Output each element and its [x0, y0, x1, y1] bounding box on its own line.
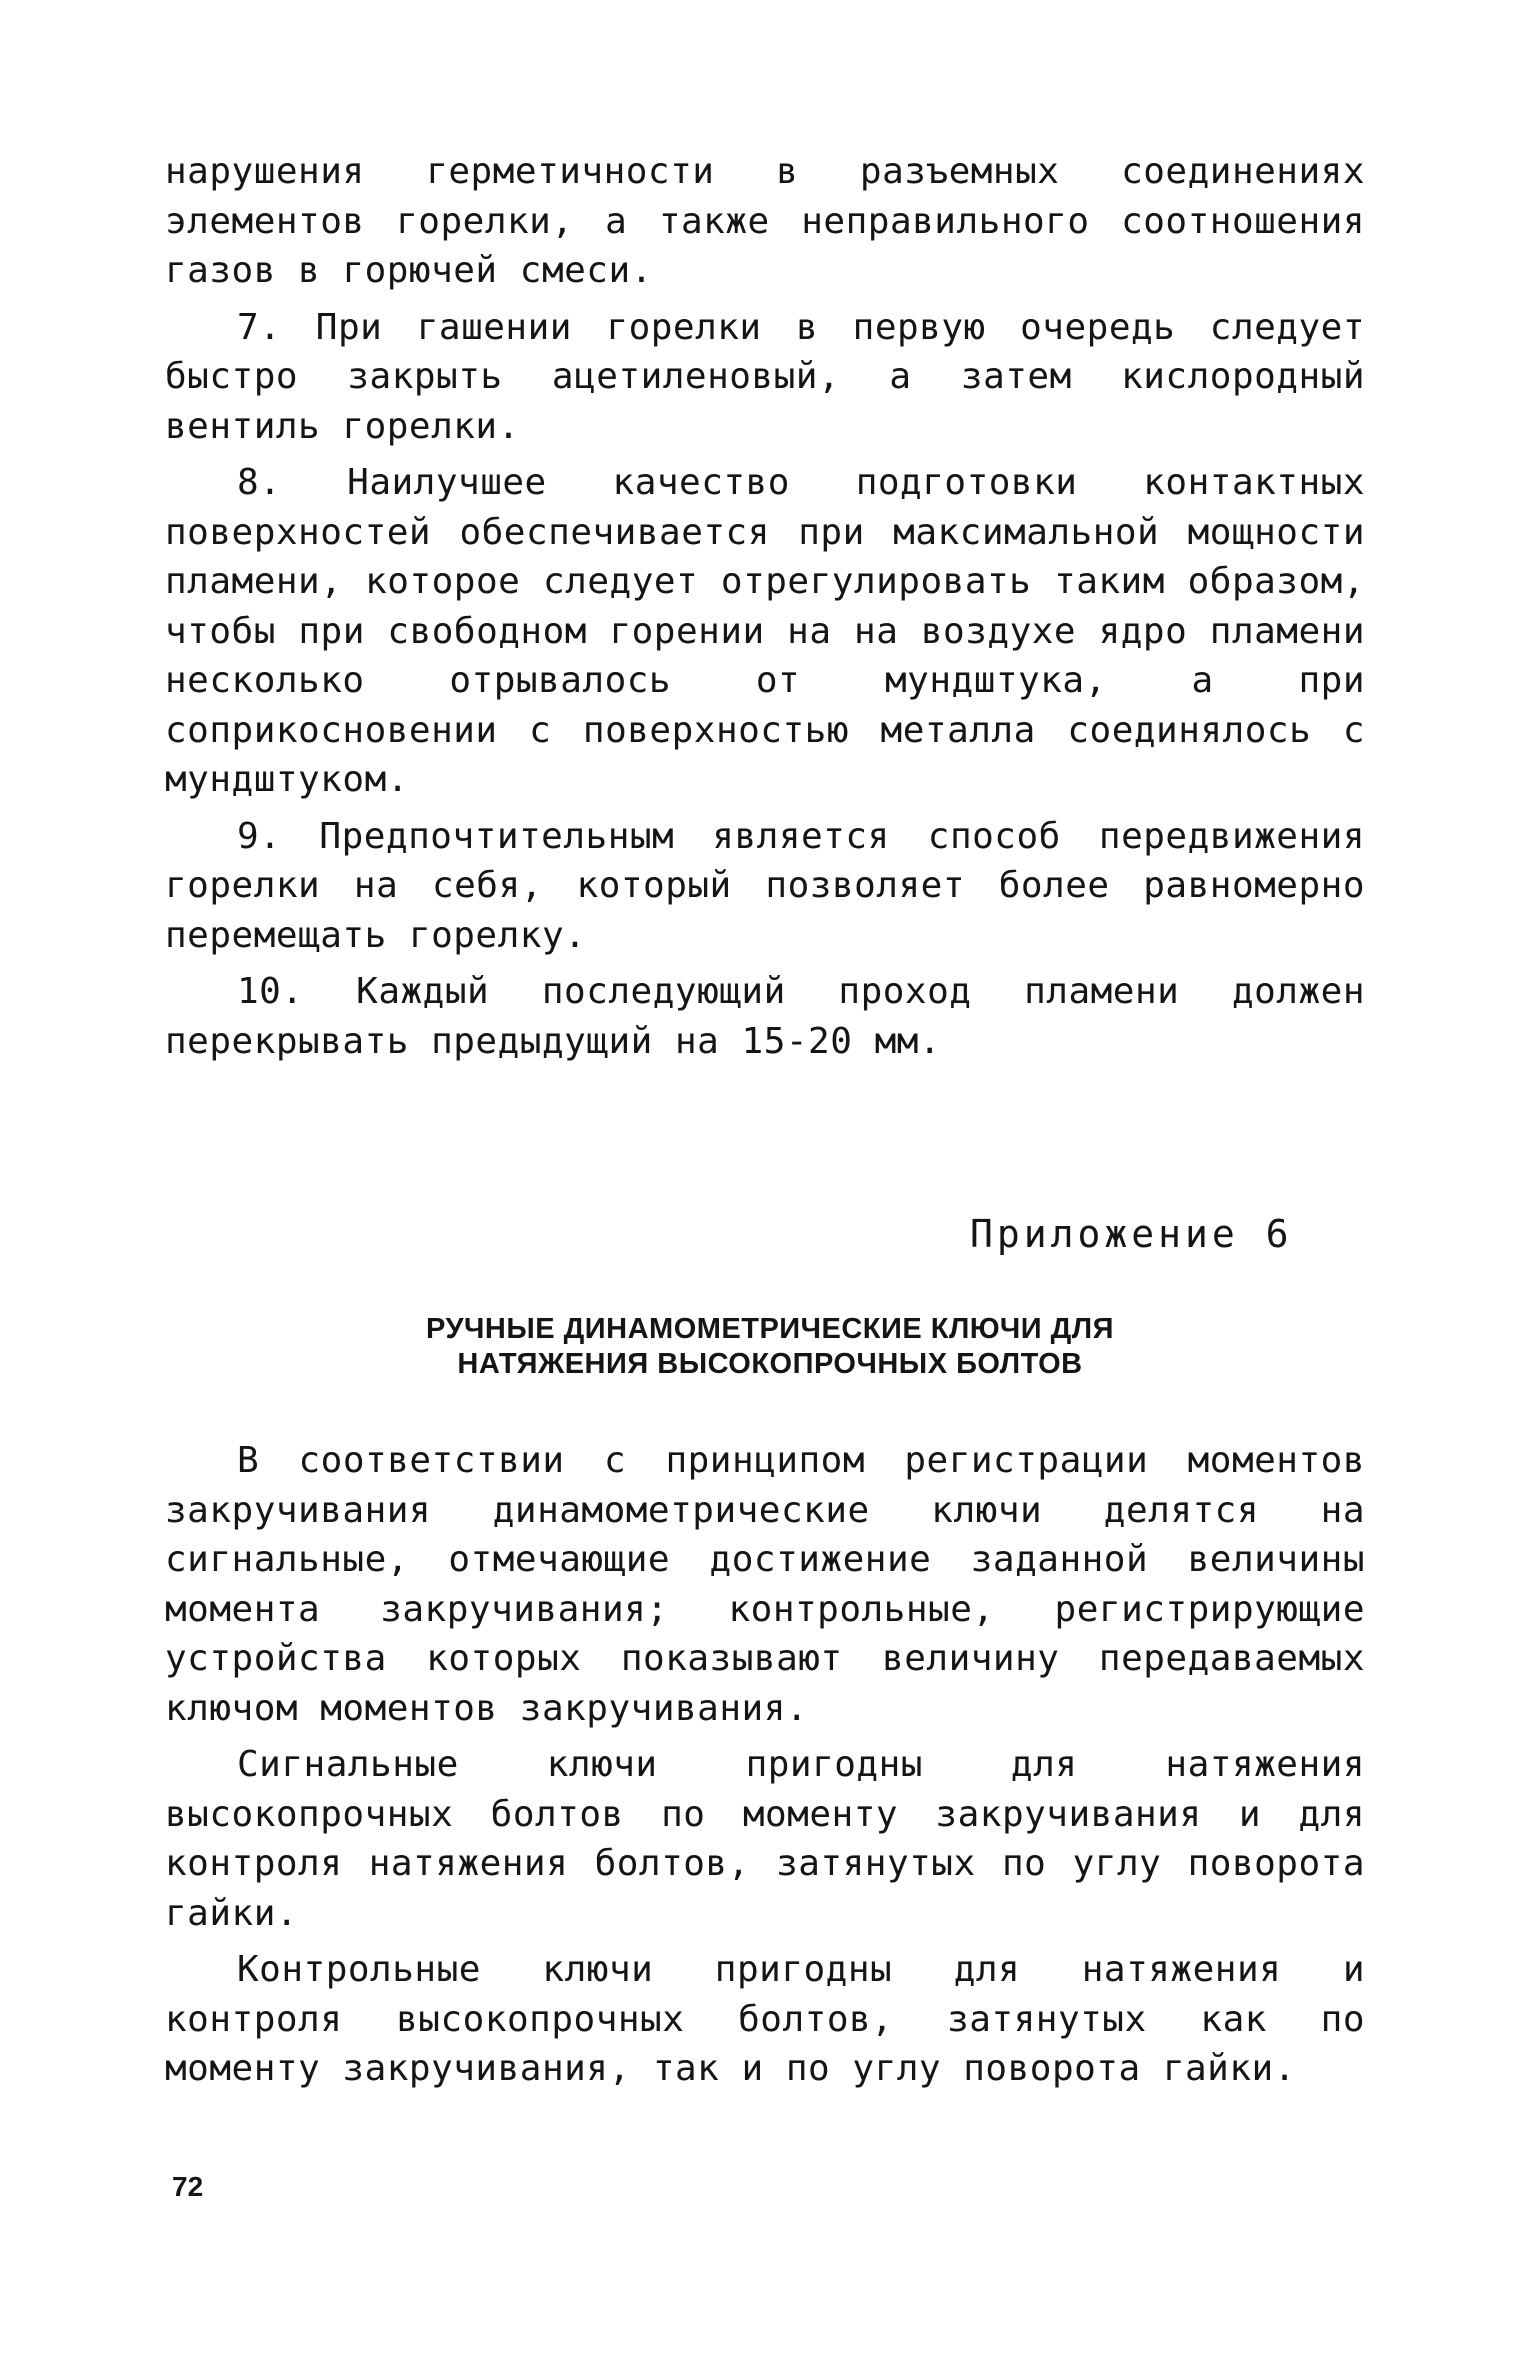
paragraph-signal-keys: Сигнальные ключи пригодны для натяжения высокопрочных болтов по моменту закручивания и для контроля натяжения болтов, затянутых по углу поворота гайки.	[165, 1744, 1365, 1934]
paragraph-item-10: 10. Каждый последующий проход пламени должен перекрывать предыдущий на 15-20 мм.	[165, 971, 1365, 1062]
appendix-text-block	[165, 1436, 1365, 2094]
section-title-line-1: РУЧНЫЕ ДИНАМОМЕТРИЧЕСКИЕ КЛЮЧИ ДЛЯ	[426, 1313, 1114, 1345]
continued-text-block	[165, 147, 1365, 1066]
paragraph-item-7: 7. При гашении горелки в первую очередь следует быстро закрыть ацетиленовый, а затем кислородный вентиль горелки.	[165, 306, 1365, 447]
page-number: 72	[172, 2171, 204, 2202]
paragraph-control-keys: Контрольные ключи пригодны для натяжения и контроля высокопрочных болтов, затянутых как по моменту закручивания, так и по углу поворота гайки.	[165, 1949, 1365, 2089]
paragraph-item-9: 9. Предпочтительным является способ передвижения горелки на себя, который позволяет более равномерно перемещать горелку.	[165, 815, 1365, 956]
paragraph-item-8: 8. Наилучшее качество подготовки контактных поверхностей обеспечивается при максимальной мощности пламени, которое следует отрегулировать таким образом, чтобы при свободном горении на на воздухе ядро пламени несколько отрывалось от мундштука, а при соприкосновении с поверхностью металла соединялось с мундштуком.	[165, 462, 1365, 800]
section-title-line-2: НАТЯЖЕНИЯ ВЫСОКОПРОЧНЫХ БОЛТОВ	[457, 1348, 1083, 1380]
paragraph-classification: В соответствии с принципом регистрации моментов закручивания динамометрические ключи делятся на сигнальные, отмечающие достижение заданной величины момента закручивания; контрольные, регистрирующие устройства которых показывают величину передаваемых ключом моментов закручивания.	[165, 1440, 1365, 1729]
paragraph-continuation: нарушения герметичности в разъемных соединениях элементов горелки, а также неправильного соотношения газов в горючей смеси.	[165, 151, 1365, 291]
appendix-label: Приложение 6	[970, 1212, 1293, 1256]
section-title	[300, 1312, 1240, 1382]
